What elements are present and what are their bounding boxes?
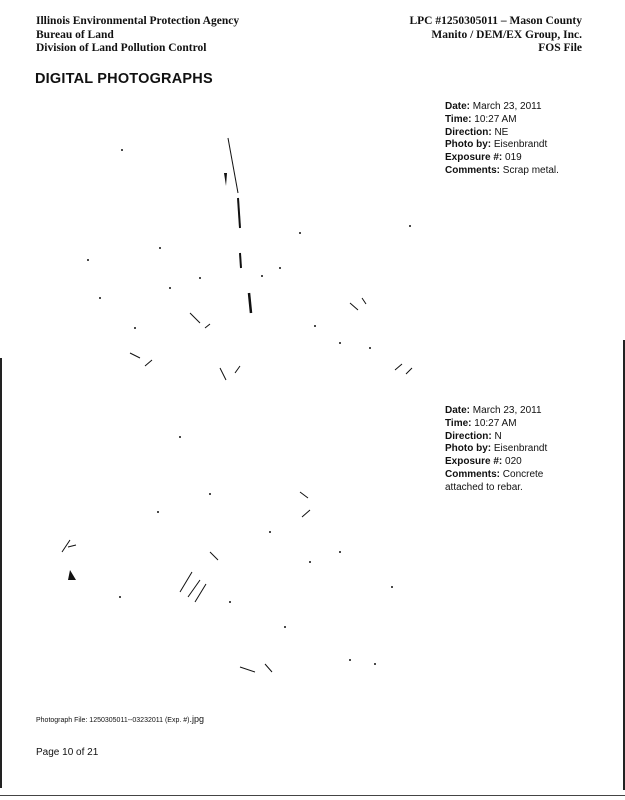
scan-edge-left [0,358,2,788]
site-name: Manito / DEM/EX Group, Inc. [431,28,582,41]
page-title: DIGITAL PHOTOGRAPHS [35,71,213,87]
photo-1-direction: Direction: NE [445,126,509,138]
photo-2-metadata [445,405,575,495]
photo-1-image [40,98,425,398]
photo-2-photographer: Photo by: Eisenbrandt [445,443,548,455]
photo-2-time: Time: 10:27 AM [445,417,517,429]
photo-2-exposure: Exposure #: 020 [445,456,522,468]
photo-1-date: Date: March 23, 2011 [445,101,542,112]
photo-1 [40,98,425,398]
file-type: FOS File [538,42,582,54]
photo-2-date: Date: March 23, 2011 [445,405,542,416]
site-header [409,15,582,56]
photo-2-direction: Direction: N [445,430,502,442]
photo-2 [40,402,425,702]
lpc-number: LPC #1250305011 – Mason County [409,15,582,27]
photo-1-time: Time: 10:27 AM [445,113,517,125]
bureau-name: Bureau of Land [36,28,114,41]
photo-1-metadata [445,101,559,178]
photo-1-comments: Comments: Scrap metal. [445,164,559,176]
agency-header [36,15,239,56]
photo-1-photographer: Photo by: Eisenbrandt [445,139,548,151]
photo-1-exposure: Exposure #: 019 [445,152,522,164]
agency-name: Illinois Environmental Protection Agency [36,15,240,27]
photograph-file-name: Photograph File: 1250305011--03232011 (Exp. #).jpg [36,714,204,724]
division-name: Division of Land Pollution Control [36,42,207,54]
scan-edge-bottom [0,795,625,796]
photo-2-image [40,402,425,702]
photo-2-comments: Comments: Concrete attached to rebar. [445,468,544,493]
page-number: Page 10 of 21 [36,747,99,758]
